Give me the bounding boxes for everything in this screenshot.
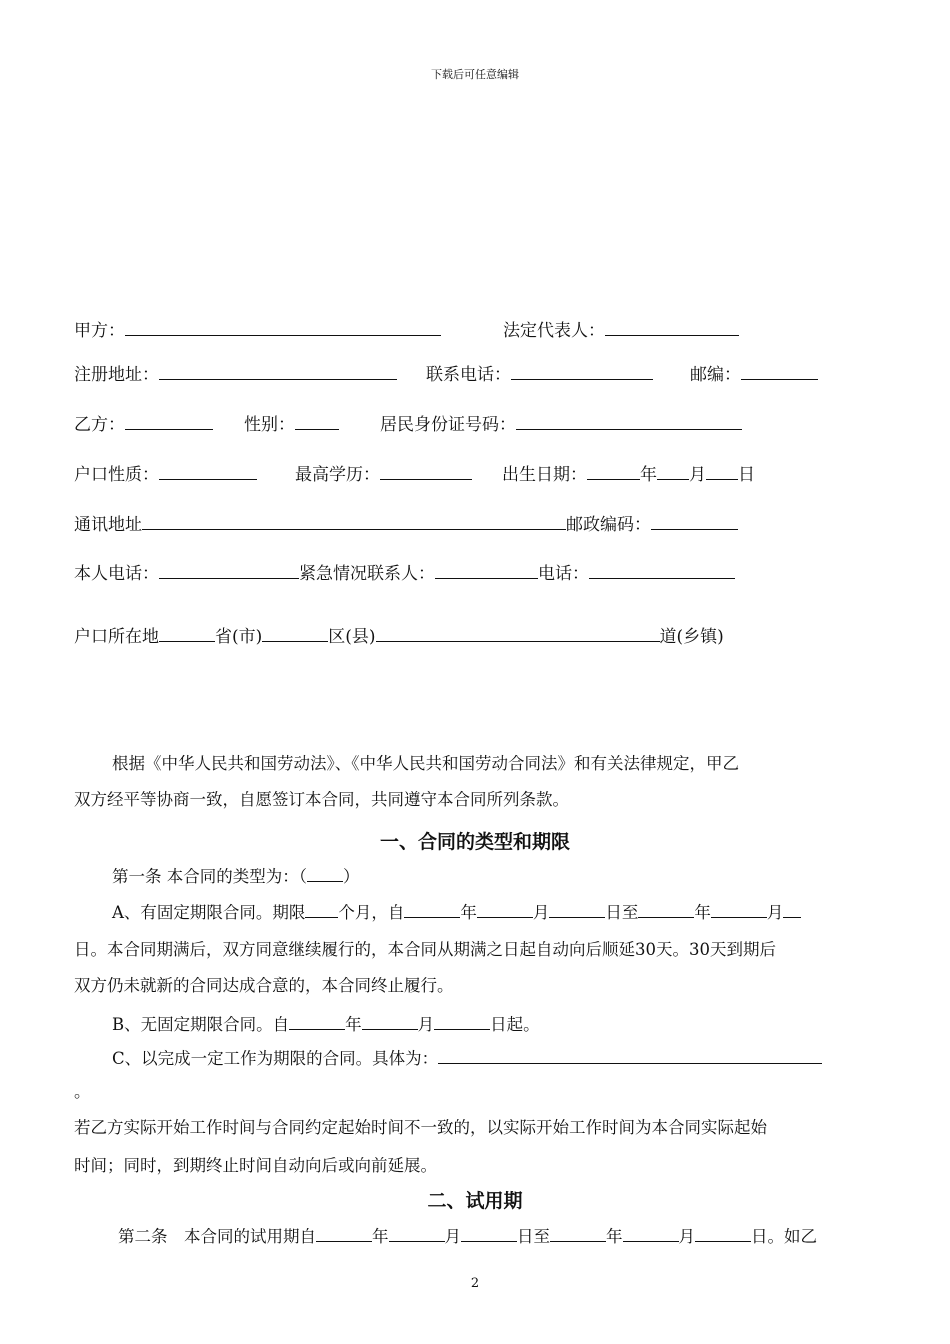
note-line-1: 若乙方实际开始工作时间与合同约定起始时间不一致的，以实际开始工作时间为本合同实际起始: [74, 1118, 767, 1137]
article-1-suffix: ）: [343, 867, 360, 886]
option-c-end: 。: [74, 1082, 91, 1101]
hukou-type-label: 户口性质：: [74, 465, 159, 485]
b-year-field[interactable]: [289, 1012, 345, 1030]
article-2-m1: 月: [444, 1227, 461, 1246]
intro-line-1: 根据《中华人民共和国劳动法》、《中华人民共和国劳动合同法》和有关法律规定，甲乙: [112, 754, 739, 773]
zip-code-field[interactable]: [651, 512, 738, 530]
trial-to-day-field[interactable]: [695, 1224, 751, 1242]
row-birth-date: [502, 462, 755, 487]
article-2-prefix: 第二条 本合同的试用期自: [118, 1227, 316, 1246]
emergency-contact-label: 紧急情况联系人：: [299, 564, 435, 584]
article-2-m2: 月: [678, 1227, 695, 1246]
note-line-2: 时间；同时，到期终止时间自动向后或向前延展。: [74, 1156, 437, 1175]
option-a-months: 个月，自: [338, 903, 405, 922]
option-a-from-month: 月: [532, 903, 550, 922]
party-a-label: 甲方：: [74, 321, 125, 341]
trial-from-day-field[interactable]: [461, 1224, 517, 1242]
self-phone-field[interactable]: [159, 561, 299, 579]
from-day-field[interactable]: [549, 900, 605, 918]
row-education: [295, 462, 472, 487]
from-month-field[interactable]: [477, 900, 533, 918]
option-a-to: 日至: [605, 903, 639, 922]
mail-address-label: 通讯地址: [74, 515, 142, 535]
birth-year-label: 年: [640, 465, 657, 485]
to-month-field[interactable]: [711, 900, 767, 918]
gender-field[interactable]: [295, 412, 339, 430]
row-mail-address: [74, 512, 738, 537]
option-c: [112, 1046, 822, 1071]
option-a-from-year: 年: [460, 903, 477, 922]
row-legal-rep: [503, 318, 739, 343]
article-2-y1: 年: [372, 1227, 389, 1246]
phone2-field[interactable]: [589, 561, 735, 579]
row-id-number: [380, 412, 742, 437]
legal-rep-field[interactable]: [605, 318, 739, 336]
self-phone-label: 本人电话：: [74, 564, 159, 584]
option-a-to-year: 年: [694, 903, 711, 922]
hukou-type-field[interactable]: [159, 462, 257, 480]
birth-month-field[interactable]: [657, 462, 689, 480]
option-b: [112, 1012, 540, 1037]
row-postcode: [690, 362, 818, 387]
street-field[interactable]: [376, 624, 660, 642]
postcode-label: 邮编：: [690, 365, 741, 385]
option-b-year: 年: [345, 1015, 362, 1034]
trial-from-month-field[interactable]: [389, 1224, 445, 1242]
trial-to-year-field[interactable]: [550, 1224, 606, 1242]
option-a-line-1: [112, 900, 801, 925]
row-hukou-location: [74, 624, 724, 649]
term-months-field[interactable]: [305, 900, 338, 918]
row-hukou-type: [74, 462, 257, 487]
education-field[interactable]: [380, 462, 472, 480]
b-day-field[interactable]: [434, 1012, 490, 1030]
party-a-field[interactable]: [125, 318, 441, 336]
intro-line-2: 双方经平等协商一致，自愿签订本合同，共同遵守本合同所列条款。: [74, 790, 569, 809]
trial-from-year-field[interactable]: [316, 1224, 372, 1242]
street-label: 道(乡镇): [659, 627, 724, 647]
option-a-line-3: 双方仍未就新的合同达成合意的，本合同终止履行。: [74, 976, 454, 995]
article-1: [112, 864, 360, 889]
phone2-label: 电话：: [538, 564, 589, 584]
article-2-end: 日。如乙: [751, 1227, 817, 1246]
header-note: 下载后可任意编辑: [431, 68, 519, 81]
province-label: 省(市): [215, 627, 263, 647]
row-contacts: [74, 561, 735, 586]
education-label: 最高学历：: [295, 465, 380, 485]
zip-code-label: 邮政编码：: [566, 515, 651, 535]
option-c-text: C、以完成一定工作为期限的合同。具体为：: [112, 1049, 439, 1068]
reg-address-field[interactable]: [159, 362, 397, 380]
reg-address-label: 注册地址：: [74, 365, 159, 385]
to-day-field[interactable]: [783, 900, 801, 918]
birth-day-field[interactable]: [706, 462, 738, 480]
b-month-field[interactable]: [362, 1012, 418, 1030]
birth-year-field[interactable]: [587, 462, 640, 480]
option-a-to-month: 月: [766, 903, 784, 922]
phone-field[interactable]: [511, 362, 653, 380]
id-number-field[interactable]: [516, 412, 742, 430]
birth-month-label: 月: [689, 465, 706, 485]
option-b-prefix: B、无固定期限合同。自: [112, 1015, 290, 1034]
article-2: [118, 1224, 817, 1249]
party-b-field[interactable]: [125, 412, 213, 430]
row-phone: [426, 362, 653, 387]
section-1-title: 一、合同的类型和期限: [379, 831, 570, 853]
row-reg-address: [74, 362, 397, 387]
article-2-to: 日至: [517, 1227, 550, 1246]
option-c-field[interactable]: [438, 1046, 822, 1064]
section-2-title: 二、试用期: [427, 1190, 523, 1212]
district-label: 区(县): [328, 627, 376, 647]
option-a-prefix: A、有固定期限合同。期限: [112, 903, 306, 922]
party-b-label: 乙方：: [74, 415, 125, 435]
trial-to-month-field[interactable]: [623, 1224, 679, 1242]
hukou-location-label: 户口所在地: [74, 627, 159, 647]
phone-label: 联系电话：: [426, 365, 511, 385]
id-number-label: 居民身份证号码：: [380, 415, 516, 435]
row-gender: [244, 412, 339, 437]
row-party-b: [74, 412, 213, 437]
birth-day-label: 日: [738, 465, 755, 485]
province-field[interactable]: [159, 624, 215, 642]
page-number: 2: [470, 1276, 480, 1291]
emergency-contact-field[interactable]: [435, 561, 538, 579]
gender-label: 性别：: [244, 415, 295, 435]
birth-date-label: 出生日期：: [502, 465, 587, 485]
postcode-field[interactable]: [741, 362, 818, 380]
legal-rep-label: 法定代表人：: [503, 321, 605, 341]
option-b-start: 日起。: [490, 1015, 540, 1034]
option-b-month: 月: [417, 1015, 435, 1034]
mail-address-field[interactable]: [142, 512, 566, 530]
to-year-field[interactable]: [638, 900, 694, 918]
from-year-field[interactable]: [404, 900, 460, 918]
option-a-line-2: 日。本合同期满后，双方同意继续履行的，本合同从期满之日起自动向后顺延30天。30天到期后: [74, 940, 776, 959]
district-field[interactable]: [262, 624, 328, 642]
article-1-prefix: 第一条 本合同的类型为：（: [112, 867, 307, 886]
row-party-a: [74, 318, 441, 343]
contract-type-field[interactable]: [307, 864, 343, 882]
article-2-y2: 年: [606, 1227, 623, 1246]
